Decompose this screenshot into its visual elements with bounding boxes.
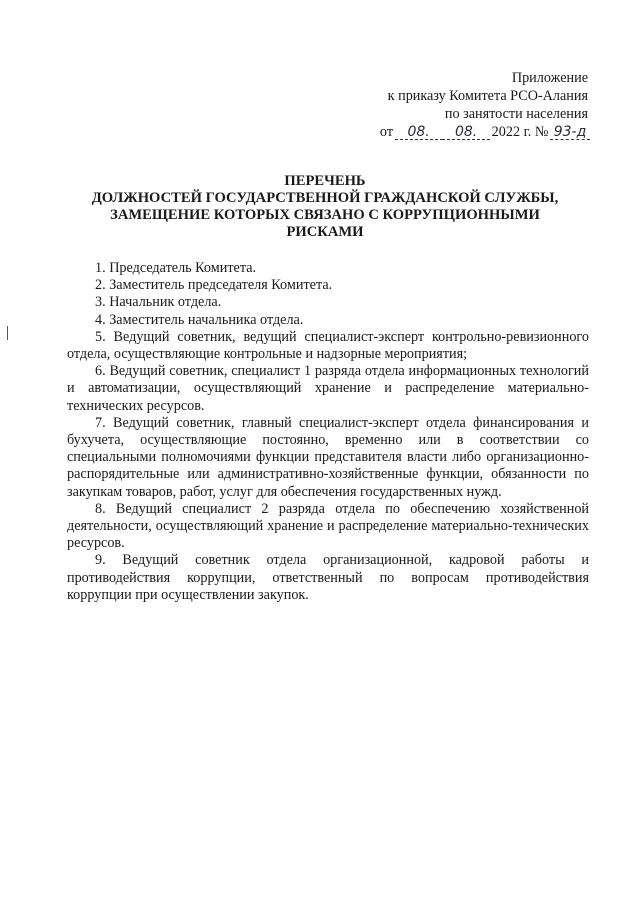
date-year: 2022 г. № <box>491 124 549 140</box>
header-date-line <box>380 123 588 141</box>
list-item: 8. Ведущий специалист 2 разряда отдела по обеспечению хозяйственной деятельности, осуществляющий хранение и распределение материально-технических ресурсов. <box>67 500 589 552</box>
date-prefix: от <box>379 124 394 140</box>
list-item: 7. Ведущий советник, главный специалист-эксперт отдела финансирования и бухучета, осуществляющие постоянно, временно или в соответствии со специальными полномочиями функции представителя власти либо организационно-распорядительные или административно-хозяйственные функции, обязанности по закупкам товаров, работ, услуг для обеспечения государственных нужд. <box>67 414 589 500</box>
document-title <box>60 173 590 241</box>
title-line-1: ПЕРЕЧЕНЬ <box>284 173 366 189</box>
positions-list <box>67 260 589 604</box>
margin-mark <box>7 326 8 340</box>
list-item: 6. Ведущий советник, специалист 1 разряда отдела информационных технологий и автоматизации, осуществляющий хранение и распределение материально-технических ресурсов. <box>67 363 589 414</box>
handwritten-day: 08. <box>397 123 441 141</box>
appendix-header <box>380 69 588 141</box>
title-line-4: РИСКАМИ <box>286 224 364 240</box>
list-item: 3. Начальник отдела. <box>95 294 222 311</box>
list-item: 1. Председатель Комитета. <box>95 260 257 276</box>
handwritten-month: 08. <box>444 123 488 141</box>
title-line-2: ДОЛЖНОСТЕЙ ГОСУДАРСТВЕННОЙ ГРАЖДАНСКОЙ СЛУЖБЫ, <box>91 190 559 206</box>
header-committee: по занятости населения <box>444 106 588 122</box>
header-appendix-label: Приложение <box>511 70 588 86</box>
title-line-3: ЗАМЕЩЕНИЕ КОТОРЫХ СВЯЗАНО С КОРРУПЦИОННЫМИ <box>110 207 540 223</box>
header-order-ref: к приказу Комитета РСО-Алания <box>387 88 588 104</box>
list-item: 5. Ведущий советник, ведущий специалист-эксперт контрольно-ревизионного отдела, осуществляющие контрольные и надзорные мероприятия; <box>67 328 589 363</box>
list-item: 4. Заместитель начальника отдела. <box>95 311 304 328</box>
list-item: 9. Ведущий советник отдела организационной, кадровой работы и противодействия коррупции, ответственный по вопросам противодействия коррупции при осуществлении закупок. <box>67 552 589 603</box>
handwritten-order-number: 93-д <box>553 124 587 140</box>
list-item: 2. Заместитель председателя Комитета. <box>95 277 333 294</box>
